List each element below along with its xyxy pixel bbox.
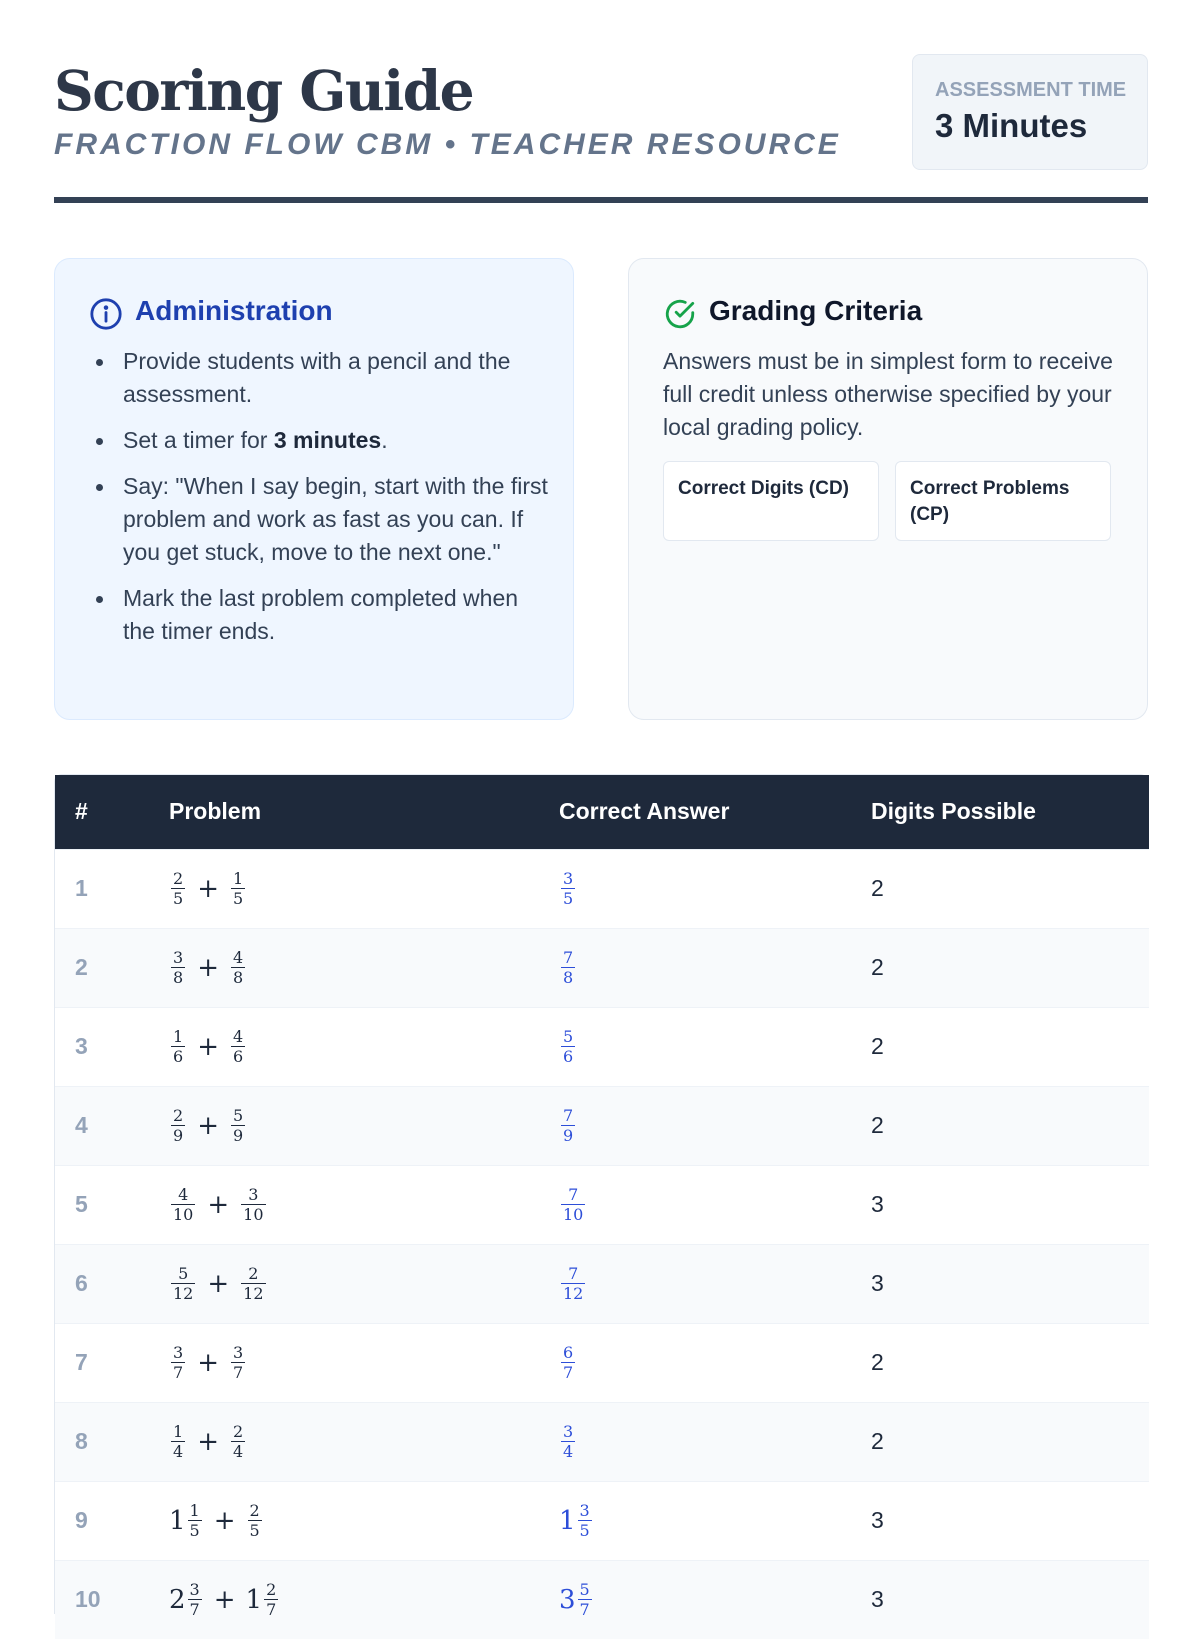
numerator: 3 xyxy=(563,869,574,888)
denominator: 7 xyxy=(579,1600,590,1620)
numerator: 3 xyxy=(248,1185,259,1204)
denominator: 6 xyxy=(173,1047,184,1066)
problem-cell xyxy=(149,1402,539,1481)
column-header-problem: Problem xyxy=(169,798,262,825)
fraction xyxy=(169,1343,187,1382)
numerator: 1 xyxy=(173,1027,184,1046)
plus-sign: + xyxy=(207,1268,230,1299)
fraction-stack xyxy=(171,1028,185,1065)
correct-answer-cell xyxy=(539,1244,851,1323)
table-row xyxy=(55,1560,1149,1639)
numerator: 2 xyxy=(248,1264,259,1283)
digits-possible: 3 xyxy=(871,1507,884,1533)
admin-step-2-end: . xyxy=(381,427,388,453)
correct-digits-pill: Correct Digits (CD) xyxy=(663,461,879,541)
table-row xyxy=(55,1323,1149,1402)
column-header-digits: Digits Possible xyxy=(871,798,1036,825)
grading-criteria-card xyxy=(628,258,1148,720)
fraction xyxy=(169,869,187,908)
numerator: 2 xyxy=(266,1580,277,1600)
admin-step-2-duration: 3 minutes xyxy=(273,427,382,453)
fraction xyxy=(169,1185,197,1224)
correct-answer-cell xyxy=(539,1323,851,1402)
correct-answer-cell xyxy=(539,928,851,1007)
denominator: 10 xyxy=(563,1205,584,1224)
correct-answer-cell xyxy=(539,1481,851,1560)
column-header-answer: Correct Answer xyxy=(559,798,730,825)
fraction xyxy=(229,1343,247,1382)
fraction xyxy=(169,1422,187,1461)
fraction-stack xyxy=(561,1265,585,1302)
fraction-stack xyxy=(561,1028,575,1065)
denominator: 9 xyxy=(232,1126,244,1145)
numerator: 7 xyxy=(568,1264,579,1283)
problem-number: 5 xyxy=(75,1191,88,1217)
digits-possible: 2 xyxy=(871,954,884,980)
digits-possible: 2 xyxy=(871,1033,884,1059)
table-row xyxy=(55,1481,1149,1560)
fraction-stack xyxy=(561,1423,575,1460)
problem-number: 9 xyxy=(75,1507,88,1533)
fraction-stack xyxy=(264,1581,278,1618)
fraction-stack xyxy=(561,1344,575,1381)
denominator: 7 xyxy=(266,1600,277,1620)
fraction-stack xyxy=(561,1107,575,1144)
whole-number: 1 xyxy=(245,1584,263,1615)
digits-possible: 3 xyxy=(871,1270,884,1296)
fraction xyxy=(229,869,247,908)
plus-sign: + xyxy=(213,1505,236,1536)
problem-cell xyxy=(149,1481,539,1560)
whole-number: 1 xyxy=(169,1505,186,1536)
correct-answer xyxy=(559,1343,577,1382)
problem-cell xyxy=(149,1560,539,1639)
denominator: 5 xyxy=(173,889,184,908)
denominator: 8 xyxy=(173,968,184,987)
fraction-stack xyxy=(248,1502,262,1539)
table-row xyxy=(55,1165,1149,1244)
fraction-stack xyxy=(231,1423,245,1460)
whole-number: 1 xyxy=(559,1505,576,1536)
denominator: 6 xyxy=(563,1047,574,1066)
numerator: 3 xyxy=(579,1501,590,1520)
plus-sign: + xyxy=(197,873,219,904)
assessment-time-label: ASSESSMENT TIME xyxy=(935,79,1127,101)
correct-answer-cell xyxy=(539,1007,851,1086)
numerator: 5 xyxy=(232,1106,244,1125)
plus-sign: + xyxy=(207,1189,230,1220)
admin-step-2 xyxy=(89,424,549,457)
fraction-stack xyxy=(578,1502,592,1539)
fraction-stack xyxy=(171,1423,185,1460)
fraction-stack xyxy=(188,1581,202,1618)
check-circle-icon xyxy=(663,297,697,331)
plus-sign: + xyxy=(197,952,219,983)
whole-number: 3 xyxy=(559,1584,576,1615)
column-header-number: # xyxy=(75,798,88,825)
problem-expression xyxy=(169,1501,264,1540)
problem-expression xyxy=(169,1185,268,1224)
denominator: 10 xyxy=(173,1205,194,1224)
correct-answer xyxy=(559,1422,577,1461)
table-row xyxy=(55,1007,1149,1086)
correct-answer-cell xyxy=(539,1402,851,1481)
fraction xyxy=(229,1027,247,1066)
fraction xyxy=(169,1264,197,1303)
fraction-stack xyxy=(171,1265,195,1302)
info-icon xyxy=(89,297,123,331)
denominator: 5 xyxy=(579,1521,590,1540)
whole-number: 2 xyxy=(169,1584,186,1615)
fraction xyxy=(559,948,577,987)
denominator: 10 xyxy=(243,1205,264,1224)
problem-cell xyxy=(149,849,539,928)
table-header-row xyxy=(55,775,1149,849)
problem-expression xyxy=(169,1106,247,1145)
fraction xyxy=(239,1264,267,1303)
numerator: 4 xyxy=(232,1027,244,1046)
fraction xyxy=(559,869,577,908)
correct-answer xyxy=(559,1106,577,1145)
table-row xyxy=(55,1244,1149,1323)
denominator: 12 xyxy=(563,1284,584,1303)
fraction-stack xyxy=(241,1186,265,1223)
fraction xyxy=(559,1501,594,1540)
digits-possible: 3 xyxy=(871,1586,884,1613)
administration-list xyxy=(89,345,549,661)
page-header xyxy=(54,52,1148,202)
denominator: 5 xyxy=(232,889,244,908)
fraction xyxy=(229,1422,247,1461)
numerator: 7 xyxy=(563,948,574,967)
denominator: 4 xyxy=(173,1442,184,1461)
fraction-stack xyxy=(241,1265,265,1302)
correct-answer xyxy=(559,869,577,908)
denominator: 8 xyxy=(232,968,244,987)
numerator: 7 xyxy=(568,1185,579,1204)
fraction xyxy=(169,948,187,987)
numerator: 5 xyxy=(178,1264,189,1283)
problem-expression xyxy=(169,1422,247,1461)
fraction-stack xyxy=(561,949,575,986)
fraction-stack xyxy=(171,1186,195,1223)
problem-expression xyxy=(169,1343,247,1382)
correct-answer-cell xyxy=(539,1165,851,1244)
problem-cell xyxy=(149,1244,539,1323)
numerator: 2 xyxy=(173,1106,184,1125)
problem-cell xyxy=(149,928,539,1007)
fraction-stack xyxy=(231,1107,245,1144)
fraction-stack xyxy=(561,1186,585,1223)
problem-number: 7 xyxy=(75,1349,88,1375)
fraction xyxy=(245,1580,281,1620)
grading-criteria-title: Grading Criteria xyxy=(709,295,923,326)
numerator: 1 xyxy=(232,869,244,888)
fraction-stack xyxy=(231,870,245,907)
fraction xyxy=(559,1106,577,1145)
numerator: 4 xyxy=(178,1185,189,1204)
correct-problems-pill: Correct Problems (CP) xyxy=(895,461,1111,541)
numerator: 1 xyxy=(189,1501,200,1520)
fraction xyxy=(246,1501,264,1540)
fraction-stack xyxy=(171,870,185,907)
administration-card xyxy=(54,258,574,720)
fraction xyxy=(559,1343,577,1382)
denominator: 5 xyxy=(189,1521,200,1540)
fraction-stack xyxy=(188,1502,202,1539)
fraction xyxy=(169,1501,204,1540)
problem-number: 1 xyxy=(75,875,88,901)
numerator: 2 xyxy=(232,1422,244,1441)
denominator: 7 xyxy=(173,1363,184,1382)
correct-answer-cell xyxy=(539,849,851,928)
denominator: 5 xyxy=(563,889,574,908)
numerator: 3 xyxy=(563,1422,574,1441)
problem-cell xyxy=(149,1086,539,1165)
numerator: 2 xyxy=(173,869,184,888)
admin-step-4: Mark the last problem completed when the timer ends. xyxy=(89,582,549,648)
plus-sign: + xyxy=(197,1347,219,1378)
problem-expression xyxy=(169,1027,247,1066)
denominator: 9 xyxy=(563,1126,574,1145)
numerator: 2 xyxy=(249,1501,260,1520)
fraction-stack xyxy=(231,1344,245,1381)
digits-possible: 2 xyxy=(871,1349,884,1375)
digits-possible: 2 xyxy=(871,875,884,901)
problem-number: 10 xyxy=(75,1586,101,1613)
numerator: 1 xyxy=(173,1422,184,1441)
grading-criteria-text: Answers must be in simplest form to receive full credit unless otherwise specified by your local grading policy. xyxy=(663,348,1113,440)
fraction xyxy=(169,1106,187,1145)
table-row xyxy=(55,1402,1149,1481)
correct-answer xyxy=(559,1027,577,1066)
numerator: 3 xyxy=(189,1580,200,1600)
plus-sign: + xyxy=(197,1110,219,1141)
table-row xyxy=(55,928,1149,1007)
numerator: 3 xyxy=(173,1343,184,1362)
admin-step-2-text: Set a timer for xyxy=(123,427,274,453)
table-row xyxy=(55,849,1149,928)
denominator: 7 xyxy=(189,1600,200,1620)
fraction-stack xyxy=(561,870,575,907)
denominator: 4 xyxy=(232,1442,244,1461)
fraction xyxy=(169,1027,187,1066)
problem-number: 2 xyxy=(75,954,88,980)
numerator: 5 xyxy=(579,1580,590,1600)
fraction xyxy=(559,1422,577,1461)
denominator: 7 xyxy=(563,1363,574,1382)
assessment-time-value: 3 Minutes xyxy=(935,107,1088,144)
fraction-stack xyxy=(171,1107,185,1144)
plus-sign: + xyxy=(197,1031,219,1062)
fraction-stack xyxy=(231,1028,245,1065)
problem-cell xyxy=(149,1007,539,1086)
problem-expression xyxy=(169,869,247,908)
fraction xyxy=(559,1580,594,1620)
numerator: 6 xyxy=(563,1343,574,1362)
denominator: 12 xyxy=(243,1284,264,1303)
page-title: Scoring Guide xyxy=(54,58,474,123)
correct-answer-cell xyxy=(539,1086,851,1165)
fraction xyxy=(559,1185,587,1224)
assessment-time-box xyxy=(912,54,1148,170)
fraction-stack xyxy=(171,1344,185,1381)
fraction xyxy=(169,1580,204,1620)
plus-sign: + xyxy=(213,1584,236,1615)
denominator: 8 xyxy=(563,968,574,987)
correct-answer xyxy=(559,1501,594,1540)
fraction xyxy=(229,1106,247,1145)
answer-key-table xyxy=(54,774,1148,1620)
problem-expression xyxy=(169,1580,280,1620)
correct-answer xyxy=(559,948,577,987)
problem-expression xyxy=(169,1264,268,1303)
problem-number: 4 xyxy=(75,1112,88,1138)
denominator: 6 xyxy=(232,1047,244,1066)
fraction-stack xyxy=(578,1581,592,1618)
denominator: 5 xyxy=(249,1521,260,1540)
denominator: 12 xyxy=(173,1284,194,1303)
correct-answer-cell xyxy=(539,1560,851,1639)
digits-possible: 2 xyxy=(871,1428,884,1454)
problem-cell xyxy=(149,1165,539,1244)
numerator: 5 xyxy=(563,1027,574,1046)
fraction-stack xyxy=(171,949,185,986)
digits-possible: 3 xyxy=(871,1191,884,1217)
page-subtitle: FRACTION FLOW CBM • TEACHER RESOURCE xyxy=(54,128,841,161)
problem-cell xyxy=(149,1323,539,1402)
administration-title: Administration xyxy=(135,295,333,326)
digits-possible: 2 xyxy=(871,1112,884,1138)
problem-number: 6 xyxy=(75,1270,88,1296)
correct-answer xyxy=(559,1185,587,1224)
fraction xyxy=(559,1027,577,1066)
header-divider xyxy=(54,197,1148,203)
correct-answer xyxy=(559,1580,594,1620)
admin-step-3: Say: "When I say begin, start with the first problem and work as fast as you can. If you get stuck, move to the next one." xyxy=(89,470,549,569)
numerator: 3 xyxy=(232,1343,244,1362)
fraction-stack xyxy=(231,949,245,986)
numerator: 4 xyxy=(232,948,244,967)
denominator: 9 xyxy=(173,1126,184,1145)
problem-number: 3 xyxy=(75,1033,88,1059)
admin-step-1: Provide students with a pencil and the assessment. xyxy=(89,345,549,411)
fraction xyxy=(229,948,247,987)
numerator: 7 xyxy=(563,1106,574,1125)
denominator: 4 xyxy=(563,1442,574,1461)
fraction xyxy=(239,1185,267,1224)
numerator: 3 xyxy=(173,948,184,967)
problem-number: 8 xyxy=(75,1428,88,1454)
denominator: 7 xyxy=(232,1363,244,1382)
plus-sign: + xyxy=(197,1426,219,1457)
table-row xyxy=(55,1086,1149,1165)
correct-answer xyxy=(559,1264,587,1303)
problem-expression xyxy=(169,948,247,987)
fraction xyxy=(559,1264,587,1303)
